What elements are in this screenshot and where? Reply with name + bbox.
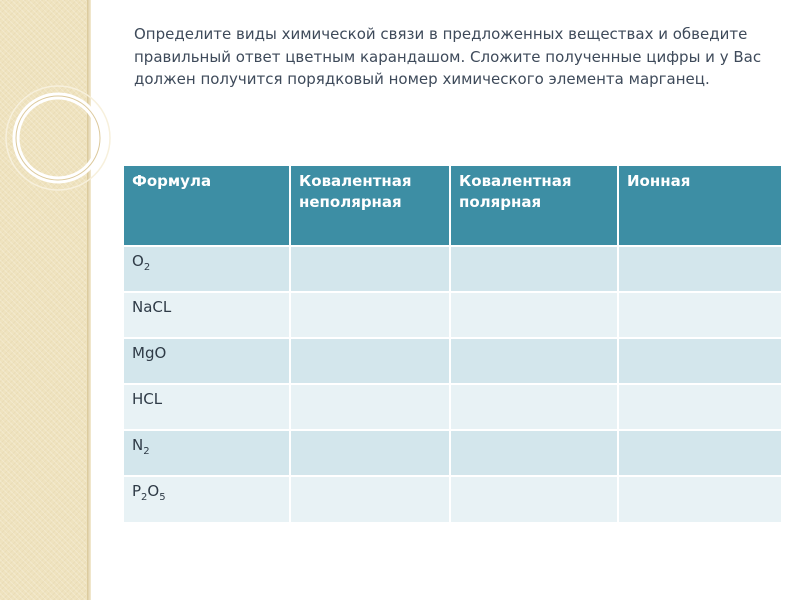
answer-cell[interactable] bbox=[450, 246, 618, 292]
table-row bbox=[124, 292, 781, 338]
bond-type-table bbox=[124, 166, 781, 522]
ring-outer-line bbox=[16, 96, 100, 180]
answer-cell[interactable] bbox=[618, 246, 781, 292]
formula-subscript: 2 bbox=[143, 262, 151, 273]
table-row bbox=[124, 384, 781, 430]
table-row bbox=[124, 246, 781, 292]
answer-cell[interactable] bbox=[450, 292, 618, 338]
answer-cell[interactable] bbox=[290, 384, 450, 430]
header-ionic: Ионная bbox=[618, 166, 781, 246]
formula-cell-o2 bbox=[124, 246, 290, 292]
formula-part: O bbox=[132, 252, 144, 270]
header-covalent-polar: Ковалентная полярная bbox=[450, 166, 618, 246]
answer-cell[interactable] bbox=[450, 338, 618, 384]
answer-cell[interactable] bbox=[618, 476, 781, 522]
formula-cell-nacl bbox=[124, 292, 290, 338]
table-row bbox=[124, 430, 781, 476]
table-header-row bbox=[124, 166, 781, 246]
instruction-text: Определите виды химической связи в предложенных веществах и обведите правильный ответ цветным карандашом. Сложите полученные цифры и у Вас должен получится порядковый номер химического элемента марганец. bbox=[134, 25, 762, 88]
ring-halo bbox=[6, 86, 110, 190]
answer-cell[interactable] bbox=[450, 430, 618, 476]
answer-cell[interactable] bbox=[290, 476, 450, 522]
answer-cell[interactable] bbox=[618, 292, 781, 338]
formula-cell-mgo bbox=[124, 338, 290, 384]
answer-cell[interactable] bbox=[290, 292, 450, 338]
answer-cell[interactable] bbox=[290, 338, 450, 384]
formula-cell-hcl bbox=[124, 384, 290, 430]
header-covalent-nonpolar: Ковалентная неполярная bbox=[290, 166, 450, 246]
formula-part: O bbox=[147, 482, 160, 500]
answer-cell[interactable] bbox=[618, 430, 781, 476]
formula-cell-n2 bbox=[124, 430, 290, 476]
answer-cell[interactable] bbox=[618, 384, 781, 430]
answer-cell[interactable] bbox=[450, 384, 618, 430]
formula-part: N bbox=[132, 436, 144, 454]
table-row bbox=[124, 338, 781, 384]
formula-subscript: 5 bbox=[159, 492, 166, 503]
table-row bbox=[124, 476, 781, 522]
answer-cell[interactable] bbox=[450, 476, 618, 522]
formula-subscript: 2 bbox=[143, 446, 150, 457]
formula-part: NaCL bbox=[132, 298, 172, 316]
header-formula: Формула bbox=[124, 166, 290, 246]
answer-cell[interactable] bbox=[618, 338, 781, 384]
formula-subscript: 2 bbox=[141, 492, 148, 503]
formula-part: MgO bbox=[132, 344, 167, 362]
formula-part: P bbox=[132, 482, 142, 500]
formula-cell-p2o5 bbox=[124, 476, 290, 522]
formula-part: HCL bbox=[132, 390, 163, 408]
answer-cell[interactable] bbox=[290, 246, 450, 292]
answer-cell[interactable] bbox=[290, 430, 450, 476]
